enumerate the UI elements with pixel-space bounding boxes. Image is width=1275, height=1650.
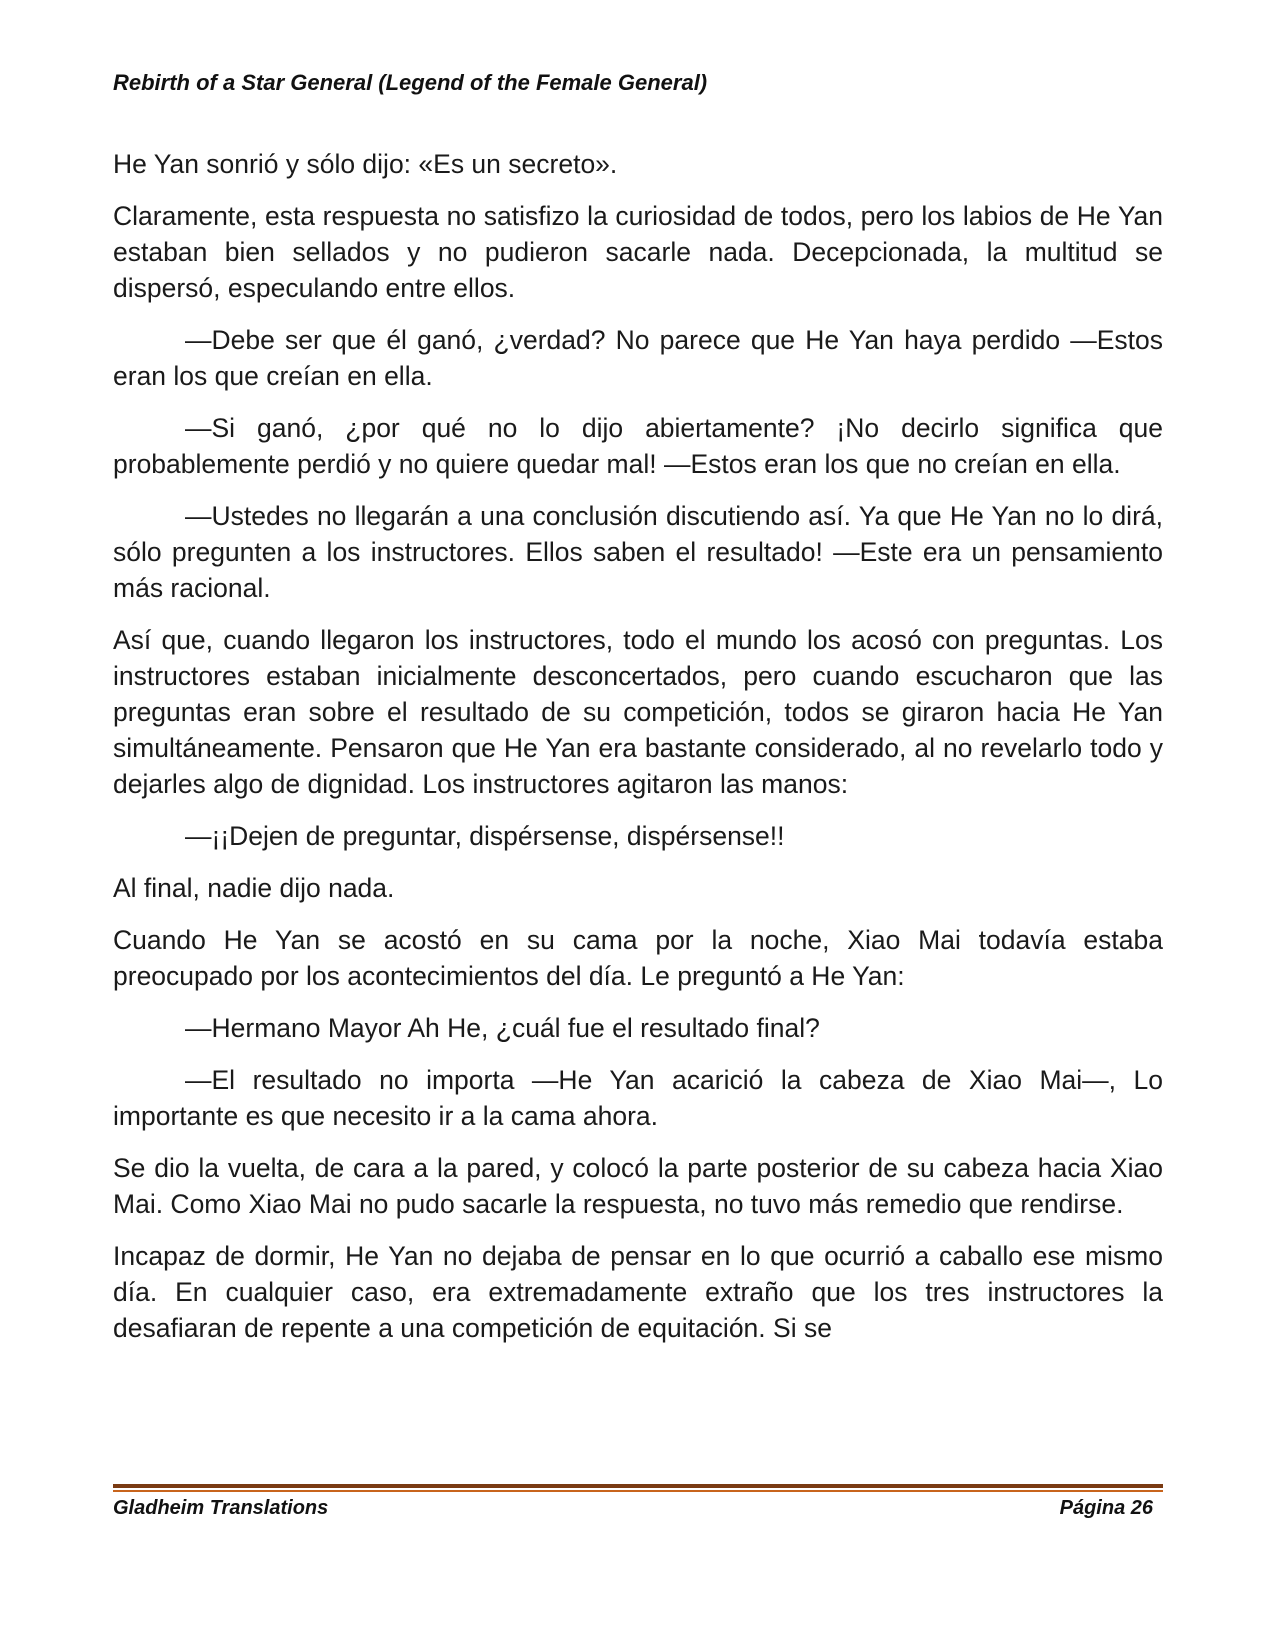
paragraph: Claramente, esta respuesta no satisfizo la curiosidad de todos, pero los labios de He Yan estaban bien sellados y no pudieron sacarle nada. Decepcionada, la multitud se dispersó, especulando entre ellos.	[113, 201, 1163, 303]
dialogue-paragraph: —¡¡Dejen de preguntar, dispérsense, dispérsense!!	[185, 821, 785, 851]
paragraph: Al final, nadie dijo nada.	[113, 873, 395, 903]
footer-rule-thin	[113, 1490, 1163, 1492]
paragraph: He Yan sonrió y sólo dijo: «Es un secreto».	[113, 149, 618, 179]
paragraph: Incapaz de dormir, He Yan no dejaba de pensar en lo que ocurrió a caballo ese mismo día. En cualquier caso, era extremadamente extraño que los tres instructores la desafiaran de repente a una competición de equitación. Si se	[113, 1241, 1163, 1343]
paragraph: Así que, cuando llegaron los instructores, todo el mundo los acosó con preguntas. Los instructores estaban inicialmente desconcertados, pero cuando escucharon que las preguntas eran sobre el resultado de su competición, todos se giraron hacia He Yan simultáneamente. Pensaron que He Yan era bastante considerado, al no revelarlo todo y dejarles algo de dignidad. Los instructores agitaron las manos:	[113, 625, 1163, 799]
body-text	[113, 146, 1163, 1362]
dialogue-paragraph: —Si ganó, ¿por qué no lo dijo abiertamente? ¡No decirlo significa que probablemente perdió y no quiere quedar mal! —Estos eran los que no creían en ella.	[113, 413, 1163, 479]
dialogue-paragraph: —Debe ser que él ganó, ¿verdad? No parece que He Yan haya perdido —Estos eran los que creían en ella.	[113, 325, 1163, 391]
footer-publisher: Gladheim Translations	[113, 1497, 329, 1519]
footer-rule	[113, 1484, 1163, 1492]
dialogue-paragraph: —El resultado no importa —He Yan acarició la cabeza de Xiao Mai—, Lo importante es que necesito ir a la cama ahora.	[113, 1065, 1163, 1131]
paragraph: Se dio la vuelta, de cara a la pared, y colocó la parte posterior de su cabeza hacia Xiao Mai. Como Xiao Mai no pudo sacarle la respuesta, no tuvo más remedio que rendirse.	[113, 1153, 1163, 1219]
dialogue-paragraph: —Hermano Mayor Ah He, ¿cuál fue el resultado final?	[185, 1013, 820, 1043]
running-header: Rebirth of a Star General (Legend of the Female General)	[113, 70, 708, 95]
footer-page-number: Página 26	[1059, 1497, 1153, 1519]
paragraph: Cuando He Yan se acostó en su cama por la noche, Xiao Mai todavía estaba preocupado por los acontecimientos del día. Le preguntó a He Yan:	[113, 925, 1163, 991]
dialogue-paragraph: —Ustedes no llegarán a una conclusión discutiendo así. Ya que He Yan no lo dirá, sólo pregunten a los instructores. Ellos saben el resultado! —Este era un pensamiento más racional.	[113, 501, 1163, 603]
